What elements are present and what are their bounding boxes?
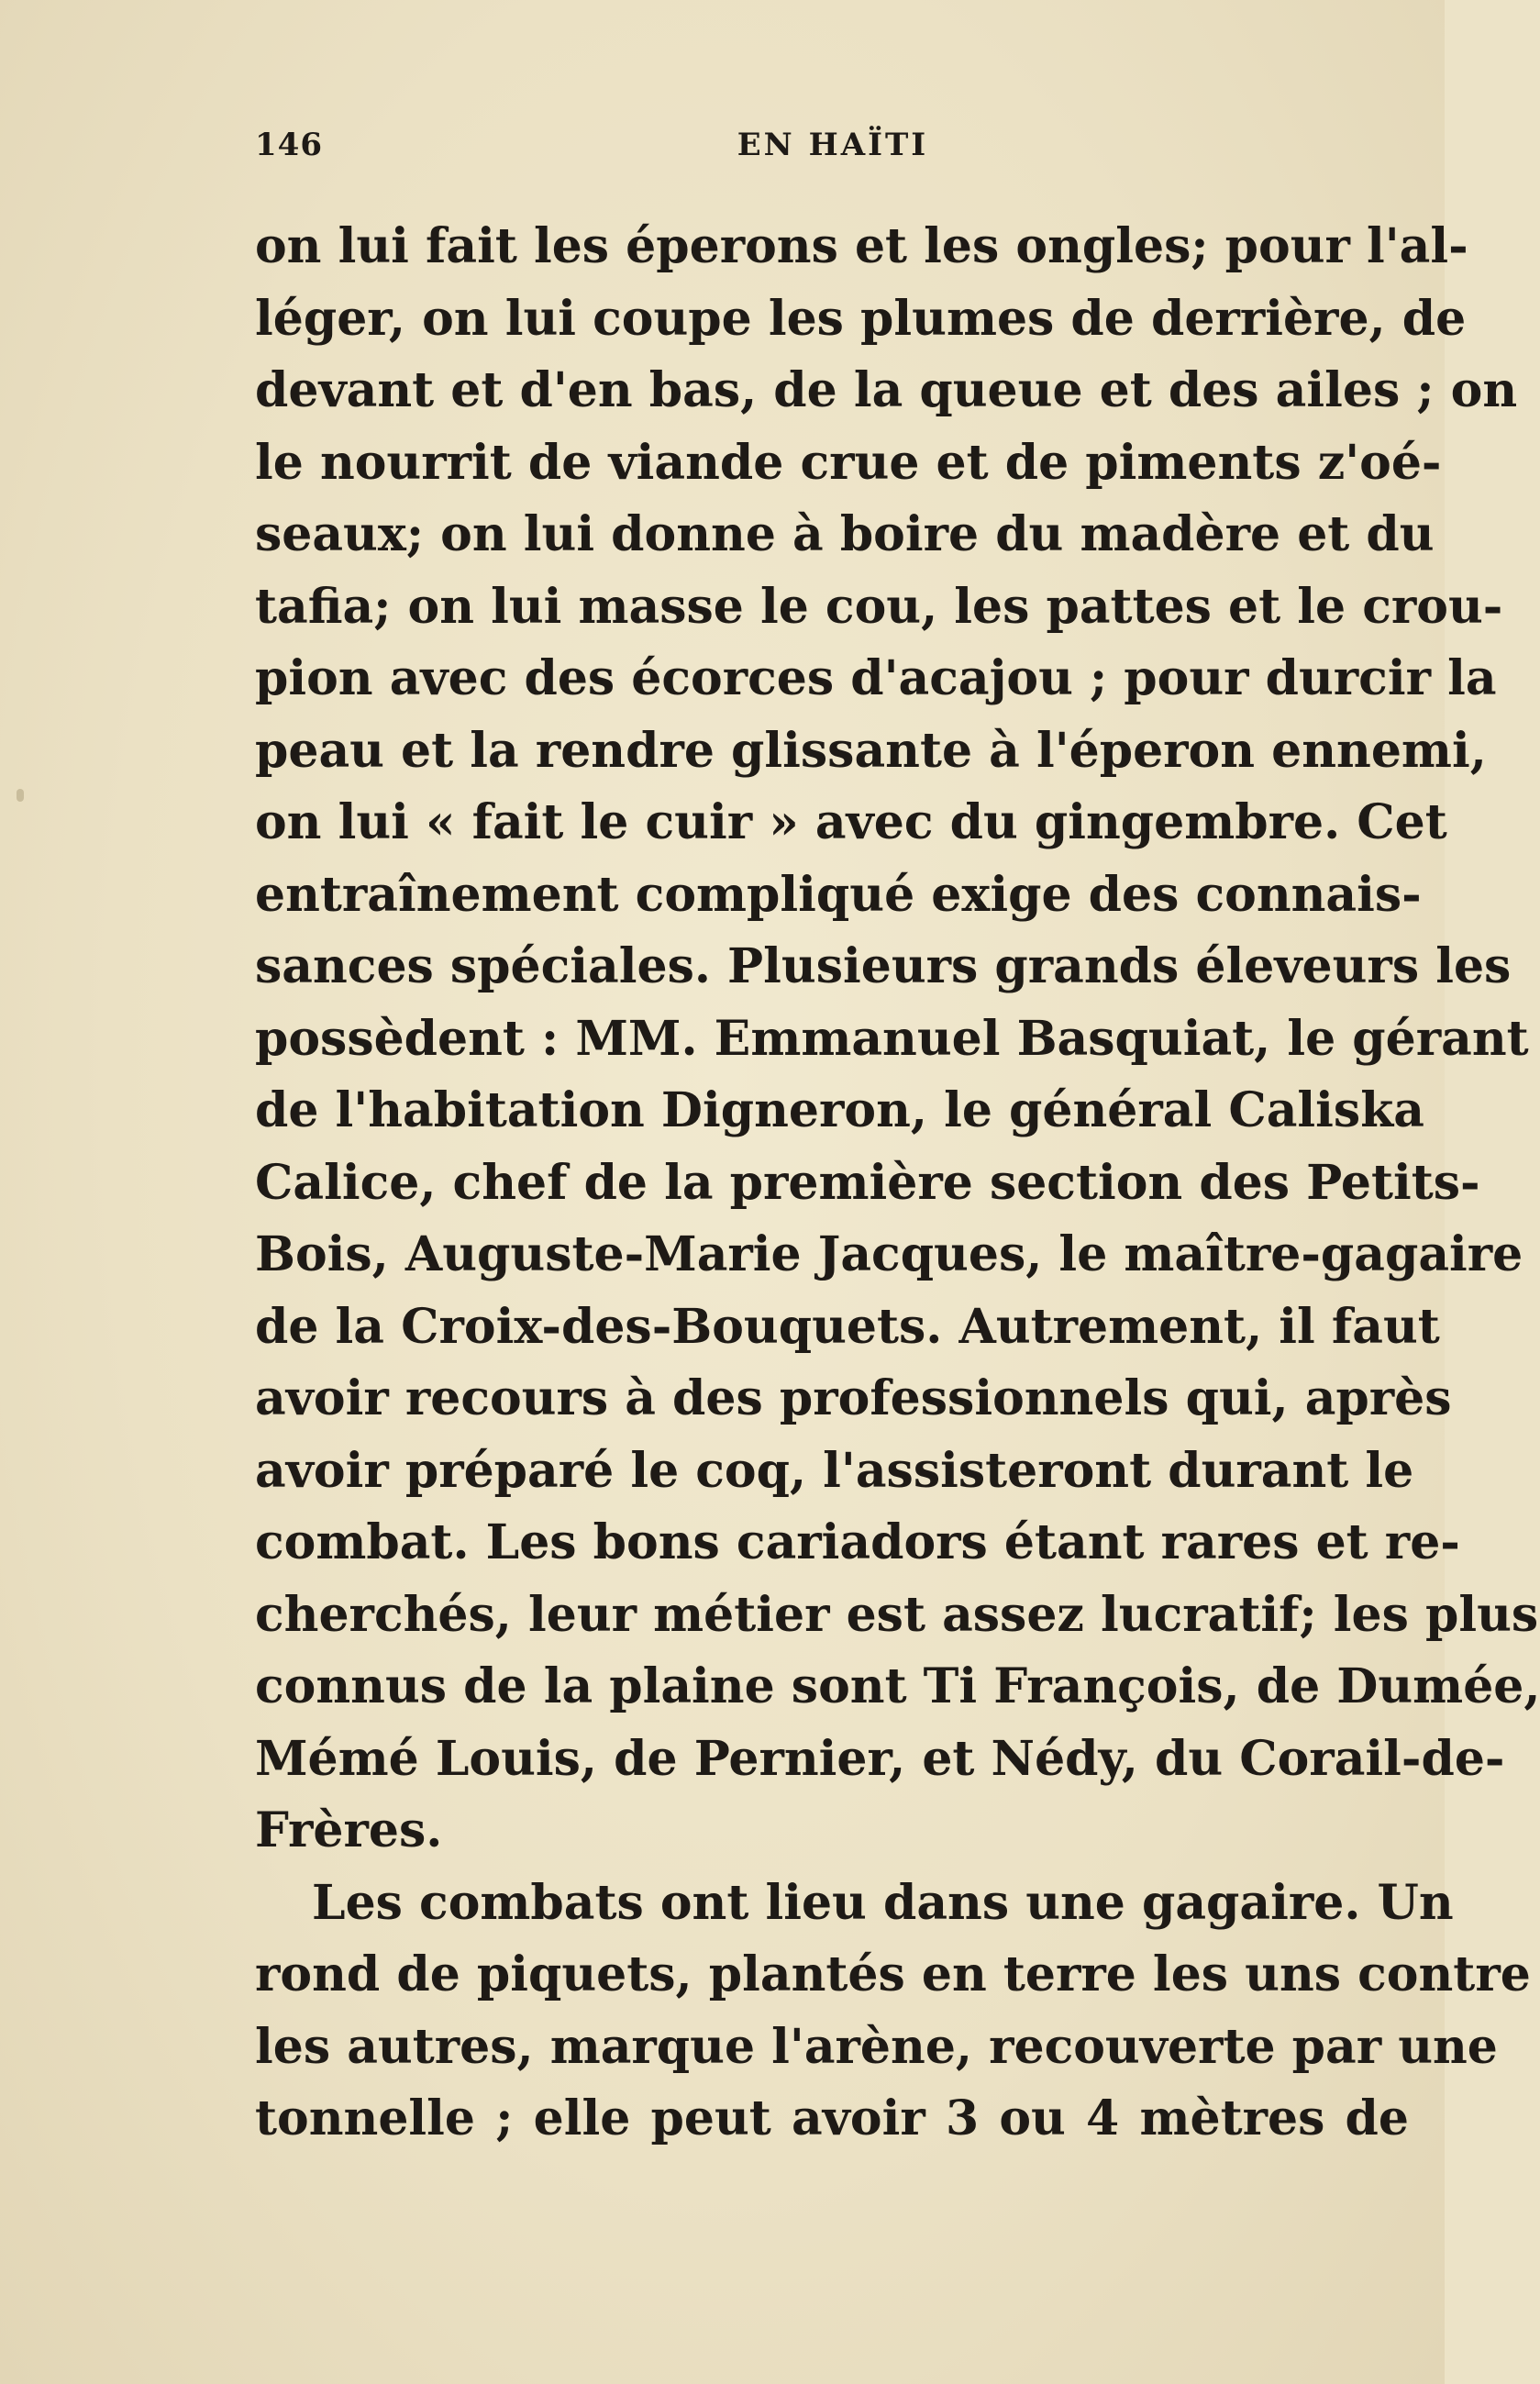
text-line: on lui « fait le cuir » avec du gingembre. Cet <box>255 794 1447 850</box>
running-title: EN HAÏTI <box>737 127 929 163</box>
text-line: entraînement compliqué exige des connais- <box>255 866 1422 923</box>
paper-speck <box>17 789 24 802</box>
text-line: peau et la rendre glissante à l'éperon ennemi, <box>255 722 1487 779</box>
text-line: on lui fait les éperons et les ongles; pour l'al- <box>255 218 1468 274</box>
text-line: combat. Les bons cariadors étant rares et re- <box>255 1514 1460 1570</box>
text-line: Bois, Auguste-Marie Jacques, le maître-gagaire <box>255 1226 1523 1282</box>
text-line: pion avec des écorces d'acajou ; pour durcir la <box>255 650 1497 706</box>
text-line: cherchés, leur métier est assez lucratif; les plus <box>255 1586 1539 1643</box>
paragraph-end-line: Frères. <box>255 1802 443 1858</box>
text-line: tonnelle ; elle peut avoir 3 ou 4 mètres de <box>255 2090 1409 2146</box>
paragraph-start-line: Les combats ont lieu dans une gagaire. Un <box>312 1874 1454 1931</box>
text-line: rond de piquets, plantés en terre les uns contre <box>255 1946 1531 2002</box>
text-line: tafia; on lui masse le cou, les pattes et le crou- <box>255 578 1503 635</box>
text-line: Mémé Louis, de Pernier, et Nédy, du Corail-de- <box>255 1730 1505 1787</box>
text-line: avoir préparé le coq, l'assisteront durant le <box>255 1442 1414 1499</box>
text-line: sances spéciales. Plusieurs grands éleveurs les <box>255 938 1512 994</box>
text-line: le nourrit de viande crue et de piments z'oé- <box>255 434 1442 491</box>
text-line: connus de la plaine sont Ti François, de Dumée, <box>255 1658 1540 1714</box>
page-number: 146 <box>255 127 323 163</box>
text-line: léger, on lui coupe les plumes de derrière, de <box>255 290 1467 347</box>
body-text <box>255 211 1540 2156</box>
text-line: les autres, marque l'arène, recouverte par une <box>255 2018 1498 2075</box>
text-line: de l'habitation Digneron, le général Caliska <box>255 1082 1424 1138</box>
page-header <box>255 127 1411 172</box>
text-line: avoir recours à des professionnels qui, après <box>255 1370 1452 1426</box>
text-line: seaux; on lui donne à boire du madère et du <box>255 506 1435 562</box>
text-line: possèdent : MM. Emmanuel Basquiat, le gérant <box>255 1010 1529 1067</box>
text-line: de la Croix-des-Bouquets. Autrement, il faut <box>255 1298 1440 1355</box>
text-line: Calice, chef de la première section des Petits- <box>255 1154 1480 1211</box>
text-line: devant et d'en bas, de la queue et des ailes ; on <box>255 362 1518 418</box>
